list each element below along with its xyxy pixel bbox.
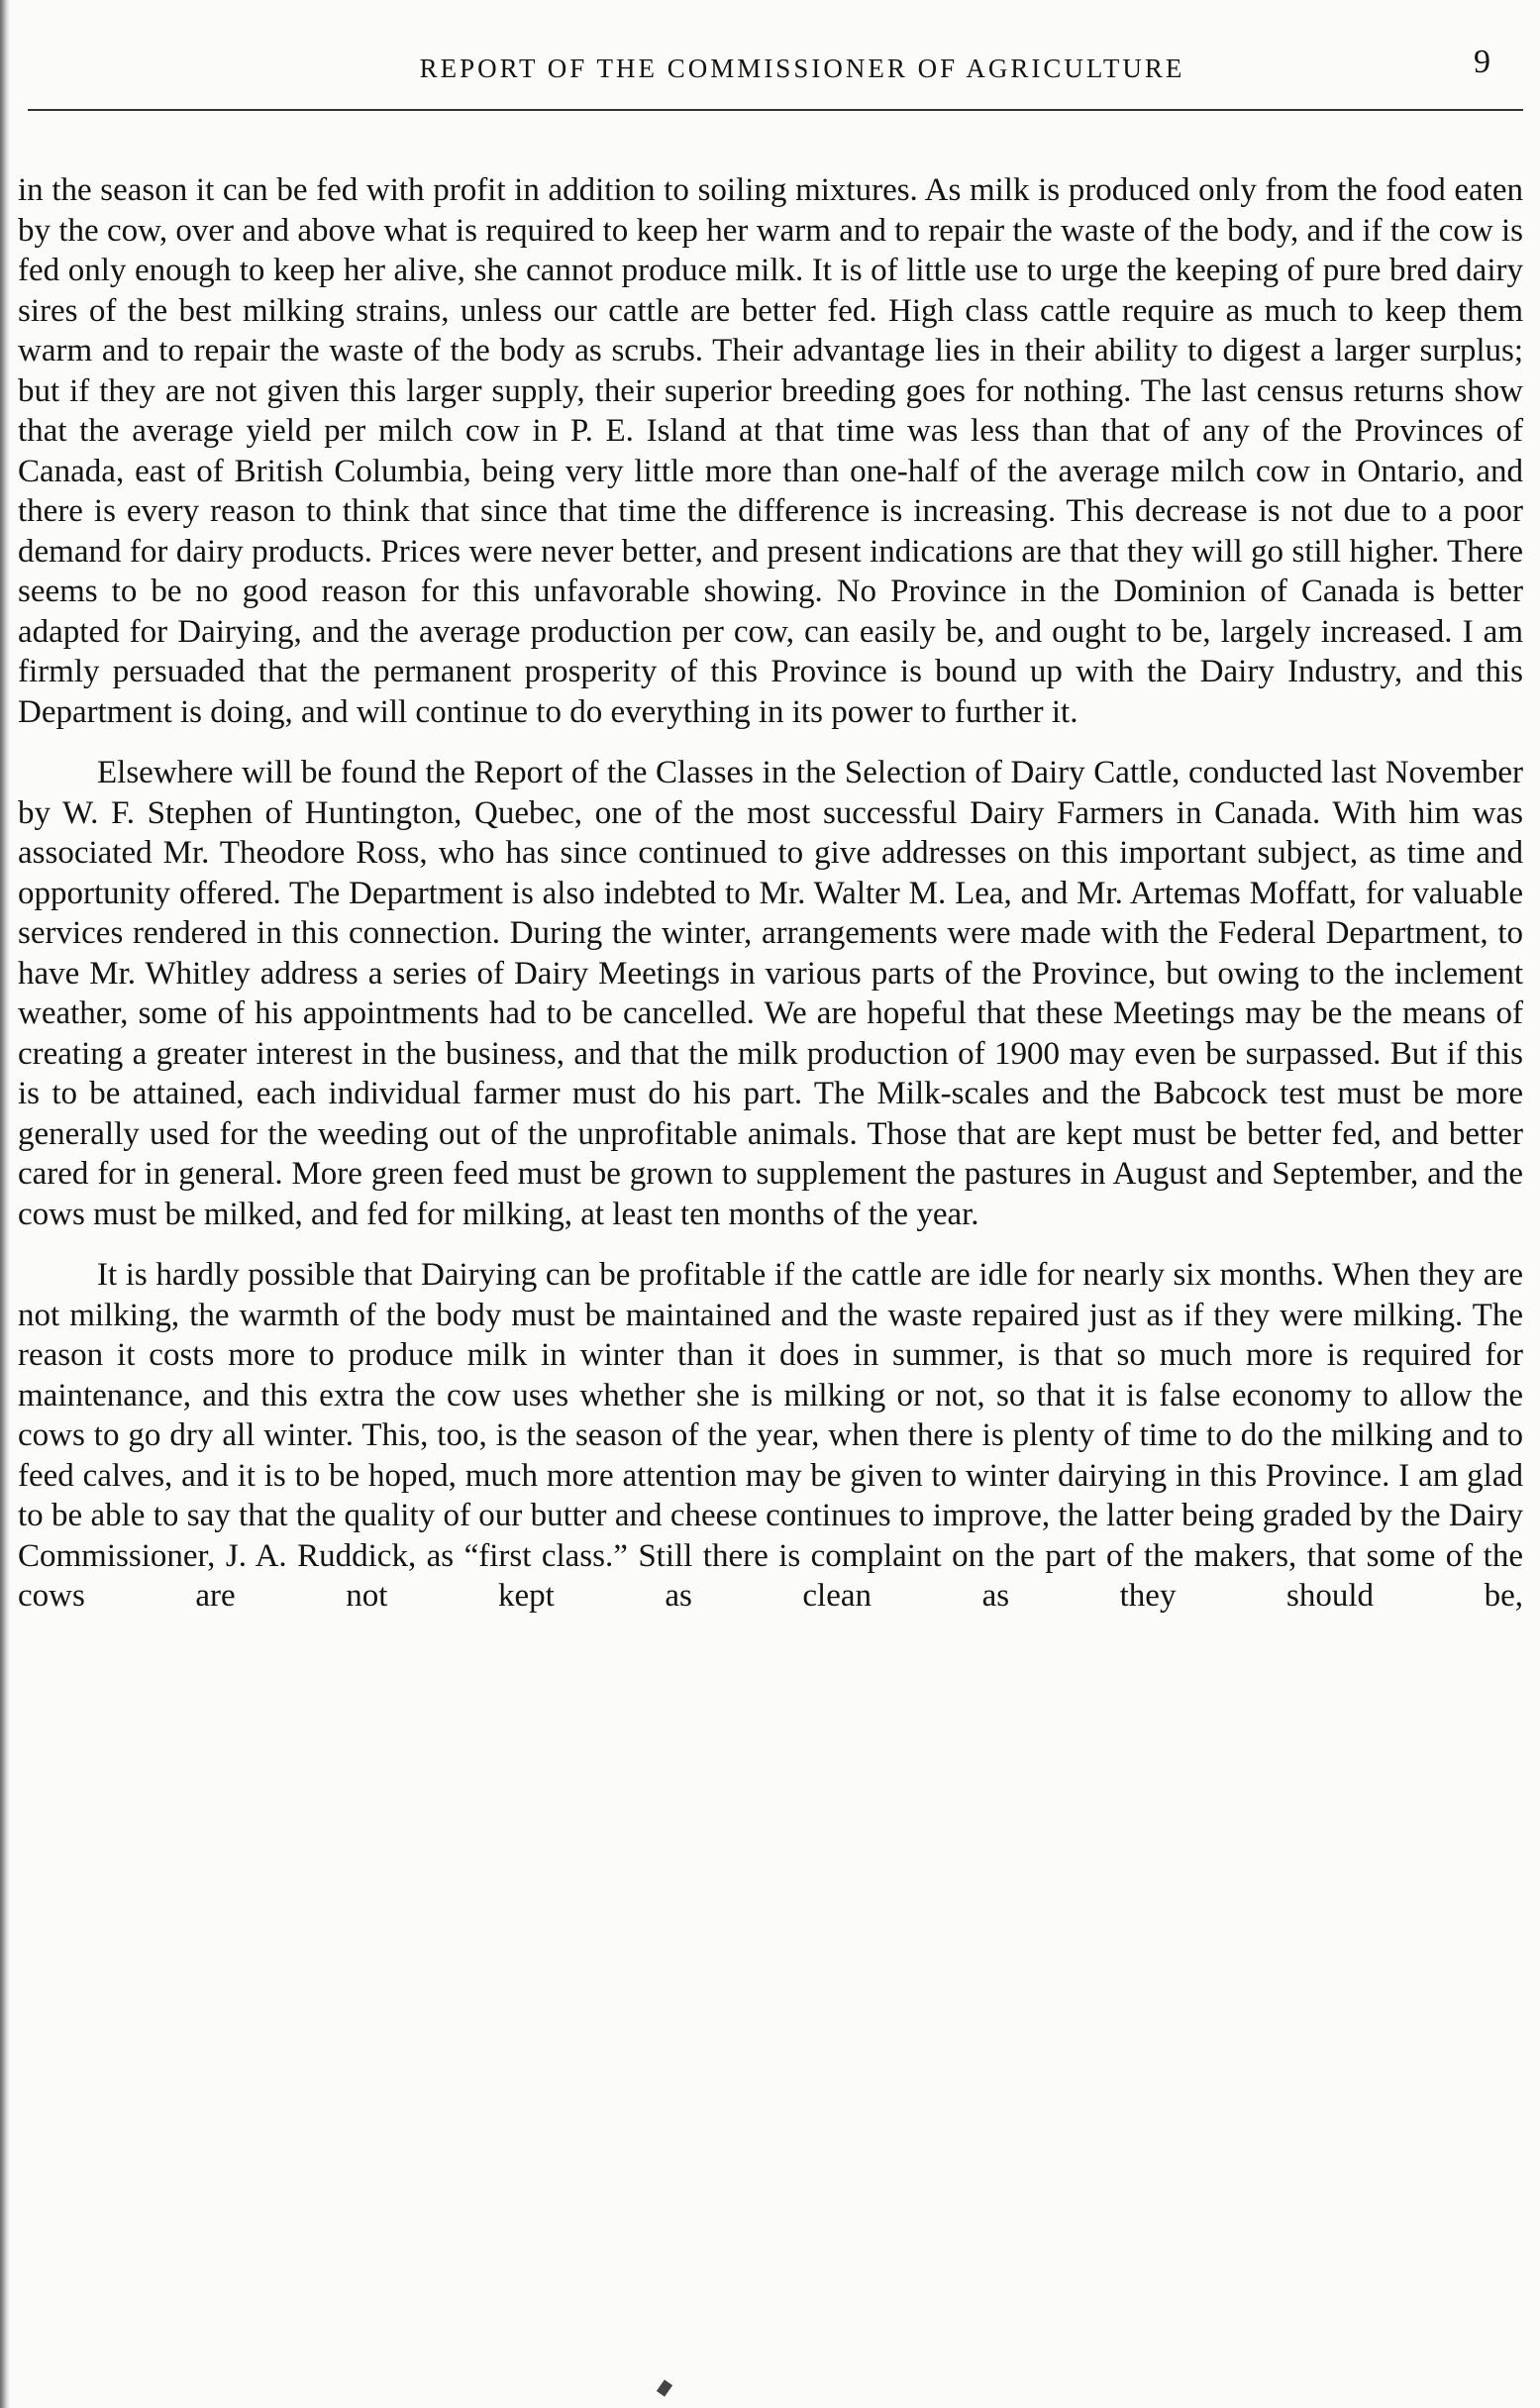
page-number: 9 <box>1474 44 1490 80</box>
paragraph-dairy-feeding: in the season it can be fed with profit in addition to soiling mixtures. As milk is produced only from the food eaten by the cow, over and above what is required to keep her warm and to repair the waste of the body, and if the cow is fed only enough to keep her alive, she cannot produce milk. It is of little use to urge the keeping of pure bred dairy sires of the best milking strains, unless our cattle are better fed. High class cattle require as much to keep them warm and to repair the waste of the body as scrubs. Their advantage lies in their ability to digest a larger surplus; but if they are not given this larger supply, their superior breeding goes for nothing. The last census returns show that the average yield per milch cow in P. E. Island at that time was less than that of any of the Provinces of Canada, east of British Columbia, being very little more than one-half of the average milch cow in Ontario, and there is every reason to think that since that time the difference is increasing. This decrease is not due to a poor demand for dairy products. Prices were never better, and present indications are that they will go still higher. There seems to be no good reason for this unfavorable showing. No Province in the Dominion of Canada is better adapted for Dairying, and the average production per cow, can easily be, and ought to be, largely increased. I am firmly persuaded that the permanent prosperity of this Province is bound up with the Dairy Industry, and this Department is doing, and will continue to do everything in its power to further it. <box>18 172 1523 730</box>
scan-binding-edge <box>0 0 10 2408</box>
running-head: REPORT OF THE COMMISSIONER OF AGRICULTURE <box>419 53 1185 83</box>
header-rule <box>28 109 1523 111</box>
paragraph-winter-dairying: It is hardly possible that Dairying can be profitable if the cattle are idle for nearly six months. When they are not milking, the warmth of the body must be maintained and the waste repaired just as if they were milking. The reason it costs more to produce milk in winter than it does in summer, is that so much more is required for maintenance, and this extra the cow uses whether she is milking or not, so that it is false economy to allow the cows to go dry all winter. This, too, is the season of the year, when there is plenty of time to do the milking and to feed calves, and it is to be hoped, much more attention may be given to winter dairying in this Province. I am glad to be able to say that the quality of our butter and cheese continues to improve, the latter being graded by the Dairy Commissioner, J. A. Ruddick, as “first class.” Still there is complaint on the part of the makers, that some of the cows are not kept as clean as they should be, <box>18 1257 1523 1614</box>
body-text <box>18 170 1523 1617</box>
scan-smudge-mark <box>657 2379 672 2396</box>
paragraph-dairy-classes: Elsewhere will be found the Report of the Classes in the Selection of Dairy Cattle, conducted last November by W. F. Stephen of Huntington, Quebec, one of the most successful Dairy Farmers in Canada. With him was associated Mr. Theodore Ross, who has since continued to give addresses on this important subject, as time and opportunity offered. The Department is also indebted to Mr. Walter M. Lea, and Mr. Artemas Moffatt, for valuable services rendered in this connection. During the winter, arrangements were made with the Federal Department, to have Mr. Whitley address a series of Dairy Meetings in various parts of the Province, but owing to the inclement weather, some of his appointments had to be cancelled. We are hopeful that these Meetings may be the means of creating a greater interest in the business, and that the milk production of 1900 may even be surpassed. But if this is to be attained, each individual farmer must do his part. The Milk-scales and the Babcock test must be more generally used for the weeding out of the unprofitable animals. Those that are kept must be better fed, and better cared for in general. More green feed must be grown to supplement the pastures in August and September, and the cows must be milked, and fed for milking, at least ten months of the year. <box>18 755 1523 1232</box>
